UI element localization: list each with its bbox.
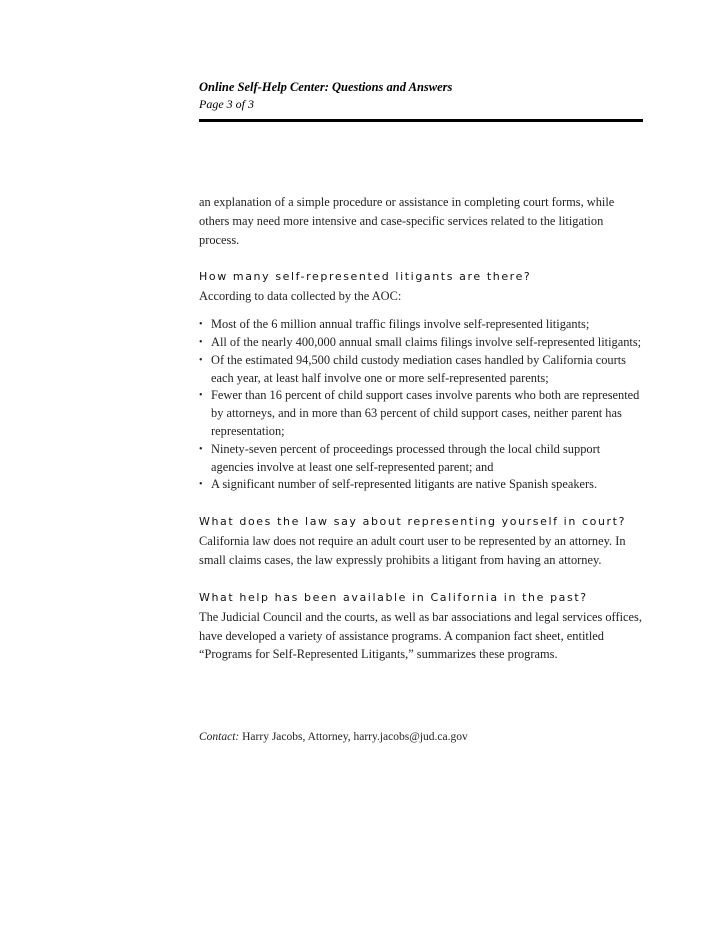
page-number: Page 3 of 3	[199, 97, 254, 111]
list-item	[199, 476, 643, 494]
list-item-text: A significant number of self-represented litigants are native Spanish speakers.	[211, 477, 598, 492]
list-item	[199, 441, 643, 477]
statistics-list	[199, 316, 643, 494]
list-item-text: Of the estimated 94,500 child custody mediation cases handled by California courts each year, at least half involve one or more self-represented parents;	[211, 352, 626, 385]
list-item	[199, 352, 643, 388]
bullet-icon: •	[199, 443, 203, 455]
section-text-past-help: The Judicial Council and the courts, as well as bar associations and legal services offices, have developed a variety of assistance programs. A companion fact sheet, entitled “Programs for Self-Represented Litigants,” summarizes these programs.	[199, 609, 642, 662]
list-item-text: Most of the 6 million annual traffic filings involve self-represented litigants;	[211, 317, 590, 332]
document-title: Online Self-Help Center: Questions and Answers	[199, 80, 453, 94]
contact-details: Harry Jacobs, Attorney, harry.jacobs@jud.ca.gov	[242, 731, 468, 743]
bullet-icon: •	[199, 354, 203, 366]
section-text-litigant-count: According to data collected by the AOC:	[199, 289, 402, 304]
page-header	[199, 79, 643, 113]
bullet-icon: •	[199, 319, 203, 331]
contact-line	[199, 731, 468, 743]
bullet-icon: •	[199, 390, 203, 402]
list-item	[199, 334, 643, 352]
list-item-text: All of the nearly 400,000 annual small claims filings involve self-represented litigants;	[211, 334, 642, 349]
list-item	[199, 316, 643, 334]
list-item-text: Fewer than 16 percent of child support cases involve parents who both are represented by attorneys, and in more than 63 percent of child support cases, neither parent has representation;	[211, 388, 640, 438]
contact-label: Contact:	[199, 731, 240, 743]
section-heading-law: What does the law say about representing yourself in court?	[199, 515, 627, 529]
intro-paragraph: an explanation of a simple procedure or assistance in completing court forms, while others may need more intensive and case-specific services related to the litigation process.	[199, 195, 615, 247]
list-item	[199, 387, 643, 440]
document-body	[199, 193, 643, 664]
header-divider	[199, 119, 643, 122]
bullet-icon: •	[199, 336, 203, 348]
bullet-icon: •	[199, 479, 203, 491]
section-heading-litigant-count: How many self-represented litigants are there?	[199, 270, 532, 284]
section-heading-past-help: What help has been available in California in the past?	[199, 590, 588, 604]
section-text-law: California law does not require an adult court user to be represented by an attorney. In small claims cases, the law expressly prohibits a litigant from having an attorney.	[199, 534, 626, 567]
list-item-text: Ninety-seven percent of proceedings processed through the local child support agencies involve at least one self-represented parent; and	[211, 441, 601, 474]
